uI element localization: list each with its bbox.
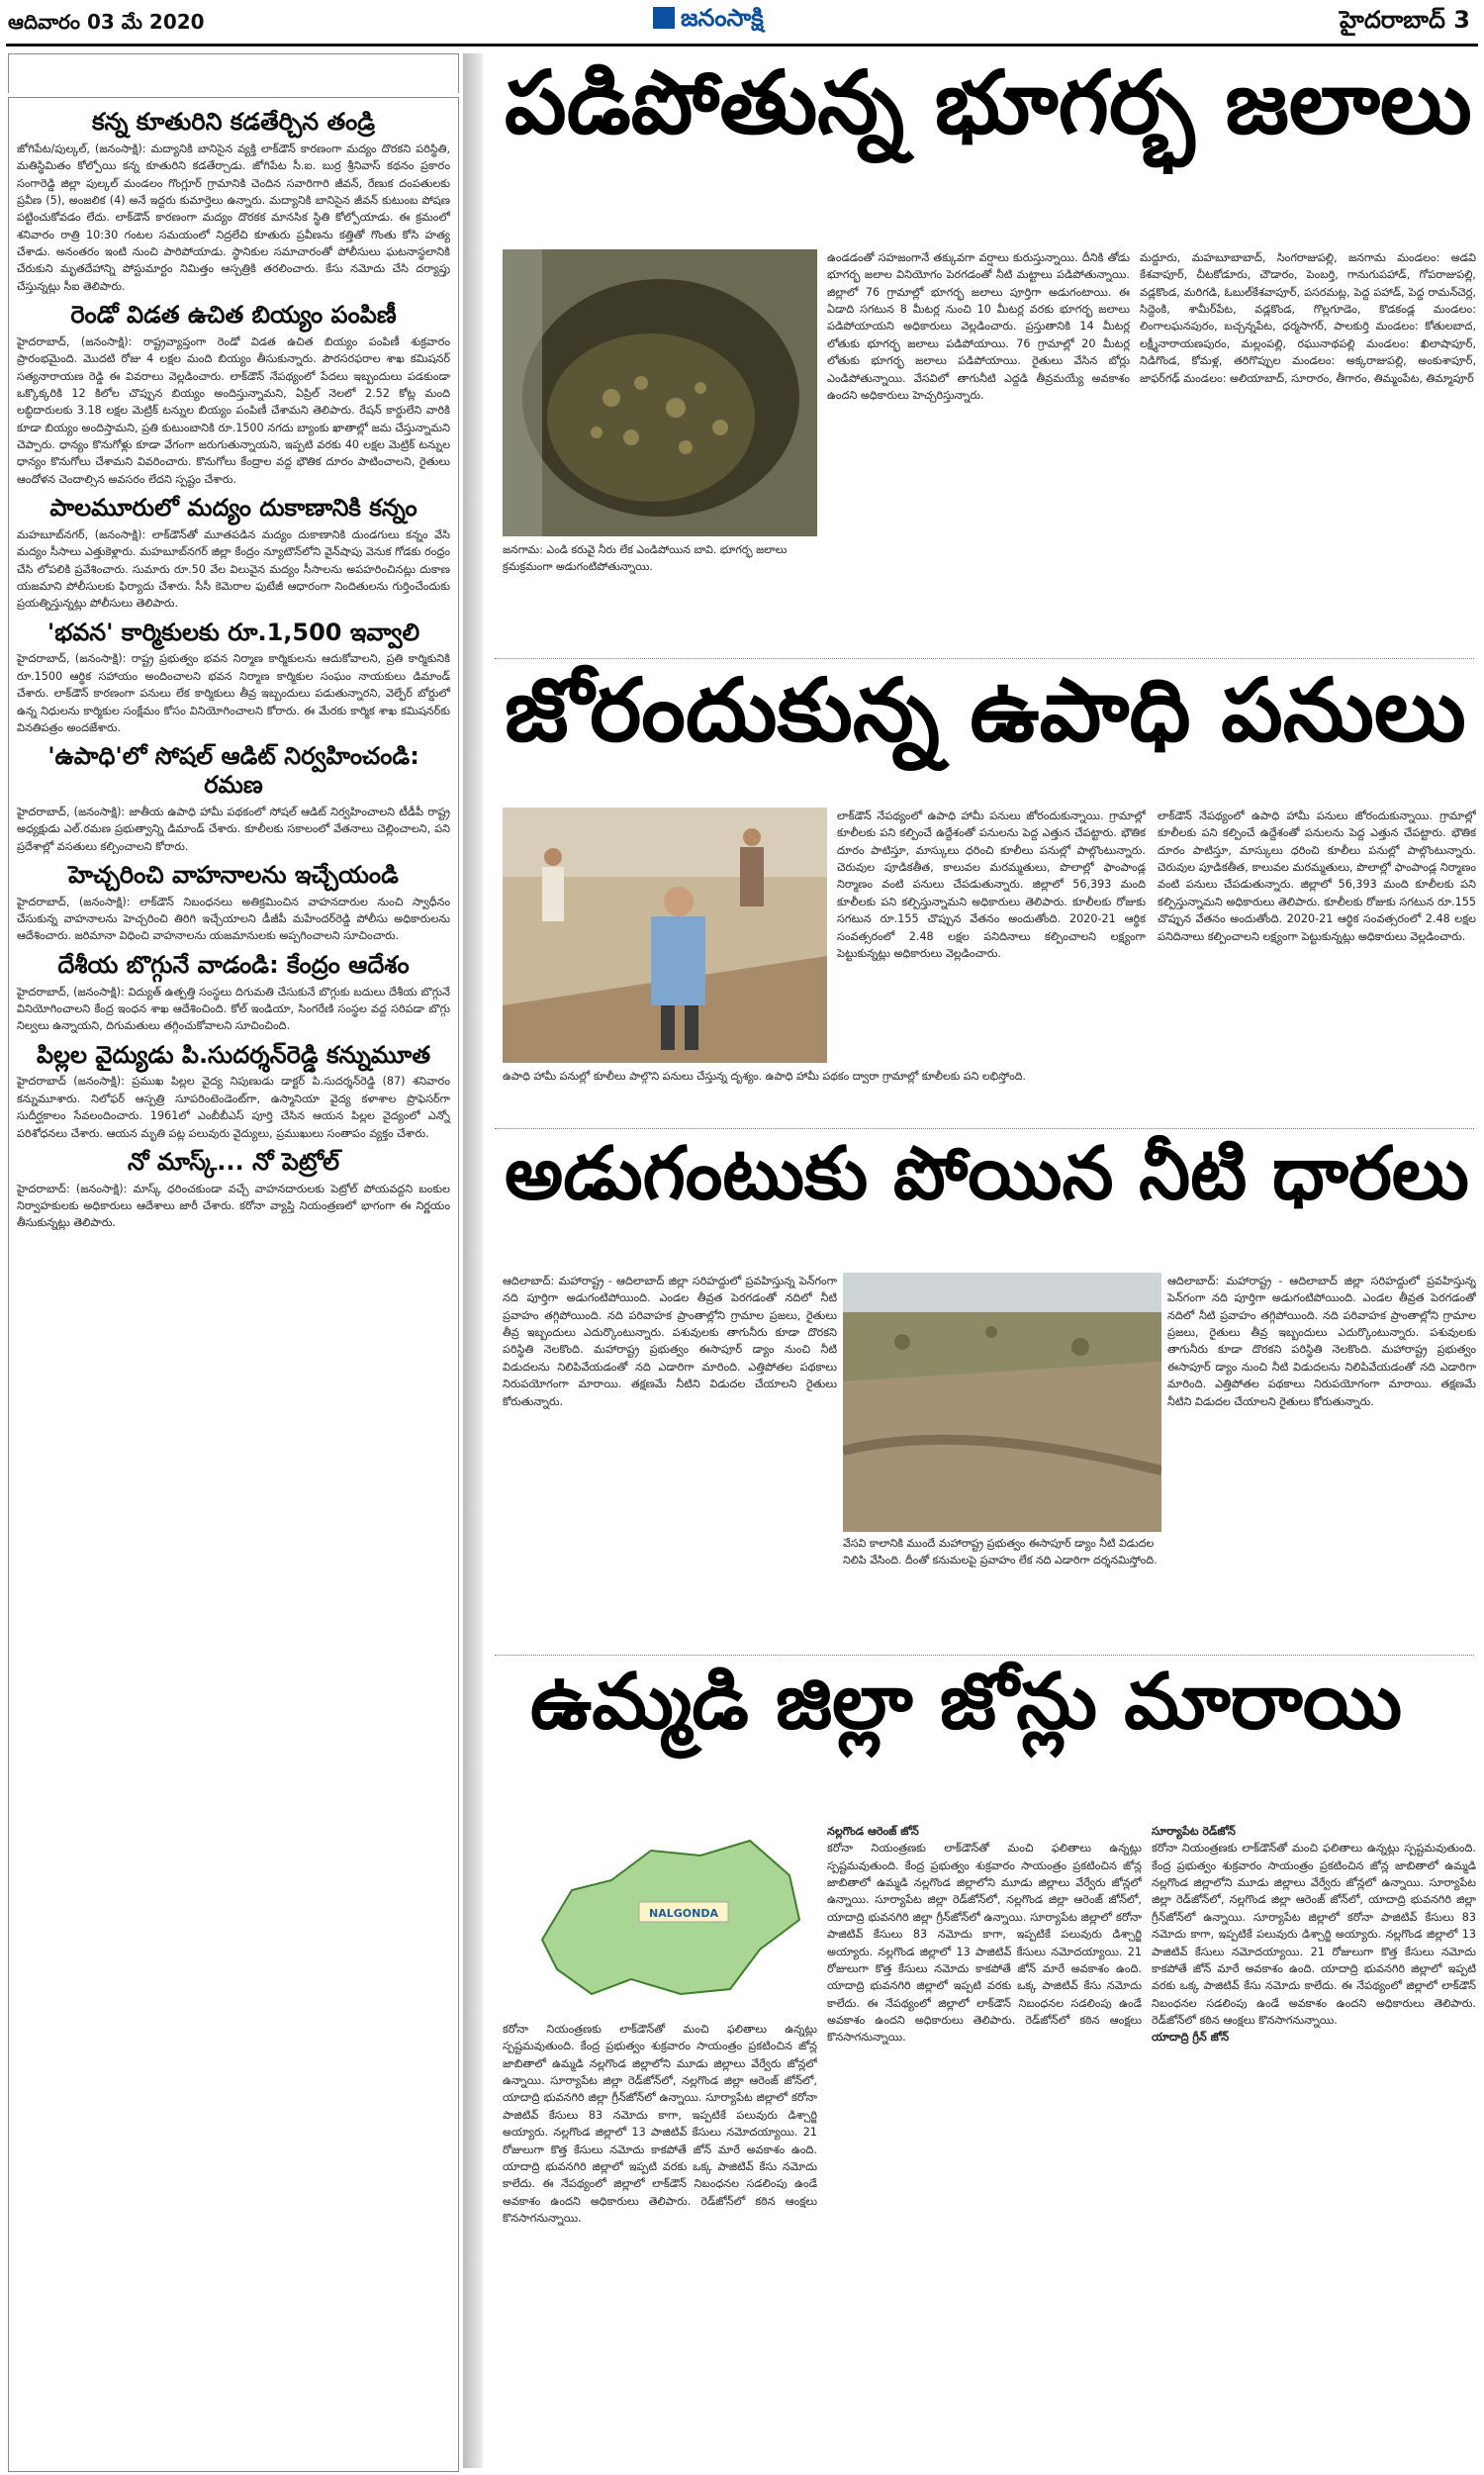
column-shadow-divider [463, 53, 483, 2468]
left-story [17, 742, 450, 855]
logo-text: జనంసాక్షి [681, 4, 764, 32]
story-body: మహబూబ్‌నగర్‌, (జనంసాక్షి): లాక్‌డౌన్‌తో మూతపడిన మద్యం దుకాణానికి దుండగులు కన్నం వేసి మద్యం సీసాలు ఎత్తుకెళ్లారు. మహబూబ్‌నగర్‌ జిల్లా కేంద్రం న్యూటౌన్‌లోని వైన్‌షాపు వెనుక గోడకు రంధ్రం చేసి లోపలికి ప్రవేశించారు. సుమారు రూ.50 వేల విలువైన మద్యం సీసాలను అపహరించినట్లు దుకాణ యజమాని పోలీసులకు ఫిర్యాదు చేశారు. సీసీ కెమెరాల ఫుటేజీ ఆధారంగా నిందితులను గుర్తించేందుకు ప్రయత్నిస్తున్నట్లు పోలీసులు తెలిపారు. [17, 527, 450, 611]
story4-body-col2 [827, 1823, 1142, 2468]
left-story [17, 619, 450, 737]
story4-subhead-green: యాదాద్రి గ్రీన్‌ జోన్‌ [1152, 2031, 1230, 2045]
story1-caption: జనగామ: ఎండి కరువై నీరు లేక ఎండిపోయిన బావి. భూగర్భ జలాలు క్రమక్రమంగా అడుగంటిపోతున్నాయి. [503, 543, 788, 573]
story3-headline: అడుగంటుకు పోయిన నీటి ధారలు [505, 1131, 1469, 1216]
story1-headline: పడిపోతున్న భూగర్భ జలాలు [505, 51, 1472, 153]
masthead-date: ఆదివారం 03 మే 2020 [8, 10, 205, 34]
separator [495, 1655, 1474, 1656]
left-story [17, 1041, 450, 1142]
story4-subhead-red: సూర్యాపేట రెడ్‌జోన్‌ [1152, 1825, 1236, 1838]
story2-body-continued [1158, 808, 1476, 1114]
newspaper-logo [653, 4, 764, 38]
story3-photo-dry-river [843, 1273, 1161, 1532]
top-rule [6, 44, 1478, 47]
left-story [17, 494, 450, 613]
story3-caption: వేసవి కాలానికి ముందే మహారాష్ట్ర ప్రభుత్వం ఈసాపూర్‌ డ్యాం నీటి విడుదల నిలిపి వేసింది. దీంతో కనుమలపై ప్రవాహం లేక నది ఎడారిగా దర్శనమిస్తోంది. [843, 1537, 1158, 1567]
story-body: హైదరాబాద్‌, (జనంసాక్షి): రాష్ట్రవ్యాప్తంగా రెండో విడత ఉచిత బియ్యం పంపిణీ శుక్రవారం ప్రారంభమైంది. మొదటి రోజు 4 లక్షల మంది బియ్యం తీసుకున్నారు. పౌరసరఫరాల శాఖ కమిషనర్‌ సత్యనారాయణ రెడ్డి ఈ వివరాలు వెల్లడించారు. లాక్‌డౌన్‌ నేపథ్యంలో పేదలు ఇబ్బందులు పడకుండా ఒక్కొక్కరికి 12 కిలోల చొప్పున బియ్యం అందిస్తున్నామని, ఏప్రిల్‌ నెలలో 2.52 కోట్ల మంది లబ్ధిదారులకు 3.18 లక్షల మెట్రిక్‌ టన్నుల బియ్యం పంపిణీ చేశామని తెలిపారు. రేషన్‌ కార్డులేని వారికి కూడా బియ్యం అందిస్తామని, ప్రతి కుటుంబానికి రూ.1500 నగదు బ్యాంకు ఖాతాల్లో జమ చేస్తున్నామని చెప్పారు. ధాన్యం కొనుగోళ్లు కూడా వేగంగా జరుగుతున్నాయని, ఇప్పటి వరకు 40 లక్షల మెట్రిక్‌ టన్నుల ధాన్యం కొనుగోలు చేశామని వివరించారు. కొనుగోలు కేంద్రాల వద్ద భౌతిక దూరం పాటించాలని, రైతులు ఆందోళన చెందాల్సిన అవసరం లేదని స్పష్టం చేశారు. [17, 334, 450, 486]
story2-body: లాక్‌డౌన్‌ నేపథ్యంలో ఉపాధి హామీ పనులు జోరందుకున్నాయి. గ్రామాల్లో కూలీలకు పని కల్పించే ఉద్దేశంతో పనులను పెద్ద ఎత్తున చేపట్టారు. భౌతిక దూరం పాటిస్తూ, మాస్కులు ధరించి కూలీలు పనుల్లో పాల్గొంటున్నారు. చెరువుల పూడికతీత, కాలువల మరమ్మతులు, పొలాల్లో ఫాంపాండ్ల నిర్మాణం వంటి పనులు చేపడుతున్నారు. జిల్లాలో 56,393 మంది కూలీలకు పని కల్పిస్తున్నామని అధికారులు తెలిపారు. కూలీలకు రోజుకు సగటున రూ.155 చొప్పున వేతనం అందుతోంది. 2020-21 ఆర్థిక సంవత్సరంలో 2.48 లక్షల పనిదినాలు కల్పించాలని లక్ష్యంగా పెట్టుకున్నట్లు అధికారులు వెల్లడించారు. [837, 809, 1146, 960]
story1-body: ఉండడంతో సహజంగానే తక్కువగా వర్షాలు కురుస్తున్నాయి. దీనికి తోడు భూగర్భ జలాల వినియోగం పెరగడంతో నీటి మట్టాలు పడిపోతున్నాయి. జిల్లాలో 76 గ్రామాల్లో భూగర్భ జలాలు పూర్తిగా అడుగంటాయి. ఈ ఏడాది సగటున 8 మీటర్ల నుంచి 10 మీటర్ల వరకు భూగర్భ జలాలు పడిపోయాయని అధికారులు వెల్లడించారు. ప్రస్తుతానికి 14 మీటర్ల లోతుకు భూగర్భ జలాలు పడిపోయాయి. 76 గ్రామాల్లో 20 మీటర్ల లోతుకు భూగర్భ జలాలు పడిపోయాయి. రైతులు వేసిన బోర్లు ఎండిపోతున్నాయి. వేసవిలో తాగునీటి ఎద్దడి తీవ్రమయ్యే అవకాశం ఉందని అధికారులు హెచ్చరిస్తున్నారు. [827, 251, 1130, 402]
story4-body-repeat-3: కరోనా నియంత్రణకు లాక్‌డౌన్‌తో మంచి ఫలితాలు ఉన్నట్లు స్పష్టమవుతుంది. కేంద్ర ప్రభుత్వం శుక్రవారం సాయంత్రం ప్రకటించిన జోన్ల జాబితాలో ఉమ్మడి నల్లగొండ జిల్లాలోని మూడు జిల్లాలు వేర్వేరు జోన్లలో ఉన్నాయి. సూర్యాపేట జిల్లా రెడ్‌జోన్‌లో, నల్లగొండ జిల్లా ఆరెంజ్‌ జోన్‌లో, యాదాద్రి భువనగిరి జిల్లా గ్రీన్‌జోన్‌లో ఉన్నాయి. సూర్యాపేట జిల్లాలో కరోనా పాజిటివ్‌ కేసులు 83 నమోదు కాగా, ఇప్పటికే పలువురు డిశ్చార్జి అయ్యారు. నల్లగొండ జిల్లాలో 13 పాజిటివ్‌ కేసులు నమోదయ్యాయి. 21 రోజులుగా కొత్త కేసులు నమోదు కాకపోతే జోన్‌ మారే అవకాశం ఉంది. యాదాద్రి భువనగిరి జిల్లాలో ఇప్పటి వరకు ఒక్క పాజిటివ్‌ కేసు నమోదు కాలేదు. ఈ నేపథ్యంలో జిల్లాలో లాక్‌డౌన్‌ నిబంధనల సడలింపు ఉండే అవకాశం ఉందని అధికారులు తెలిపారు. రెడ్‌జోన్‌లో కఠిన ఆంక్షలు కొనసాగనున్నాయి. [1152, 1842, 1476, 2027]
left-story [17, 108, 450, 295]
story-body: హైదరాబాద్‌: (జనంసాక్షి): మాస్క్‌ ధరించకుండా వచ్చే వాహనదారులకు పెట్రోల్‌ పోయవద్దని బంకుల నిర్వాహకులకు అధికారులు ఆదేశాలు జారీ చేశారు. కరోనా వ్యాప్తి నియంత్రణలో భాగంగా ఈ నిర్ణయం తీసుకున్నట్లు తెలిపారు. [17, 1182, 450, 1230]
left-story [17, 1148, 450, 1232]
left-news-column [8, 97, 459, 2472]
masthead-city-page [1340, 6, 1470, 40]
story2-body-repeat: లాక్‌డౌన్‌ నేపథ్యంలో ఉపాధి హామీ పనులు జోరందుకున్నాయి. గ్రామాల్లో కూలీలకు పని కల్పించే ఉద్దేశంతో పనులను పెద్ద ఎత్తున చేపట్టారు. భౌతిక దూరం పాటిస్తూ, మాస్కులు ధరించి కూలీలు పనుల్లో పాల్గొంటున్నారు. చెరువుల పూడికతీత, కాలువల మరమ్మతులు, పొలాల్లో ఫాంపాండ్ల నిర్మాణం వంటి పనులు చేపడుతున్నారు. జిల్లాలో 56,393 మంది కూలీలకు పని కల్పిస్తున్నామని అధికారులు తెలిపారు. కూలీలకు రోజుకు సగటున రూ.155 చొప్పున వేతనం అందుతోంది. 2020-21 ఆర్థిక సంవత్సరంలో 2.48 లక్షల పనిదినాలు కల్పించాలని లక్ష్యంగా పెట్టుకున్నట్లు అధికారులు వెల్లడించారు. [1158, 809, 1476, 943]
story2-headline: జోరందుకున్న ఉపాధి పనులు [505, 659, 1466, 761]
story2-caption: ఉపాధి హామీ పనుల్లో కూలీలు పాల్గొని పనులు చేస్తున్న దృశ్యం. ఉపాధి హామీ పథకం ద్వారా గ్రామాల్లో కూలీలకు పని లభిస్తోంది. [503, 1070, 1027, 1083]
story4-body-repeat-2: కరోనా నియంత్రణకు లాక్‌డౌన్‌తో మంచి ఫలితాలు ఉన్నట్లు స్పష్టమవుతుంది. కేంద్ర ప్రభుత్వం శుక్రవారం సాయంత్రం ప్రకటించిన జోన్ల జాబితాలో ఉమ్మడి నల్లగొండ జిల్లాలోని మూడు జిల్లాలు వేర్వేరు జోన్లలో ఉన్నాయి. సూర్యాపేట జిల్లా రెడ్‌జోన్‌లో, నల్లగొండ జిల్లా ఆరెంజ్‌ జోన్‌లో, యాదాద్రి భువనగిరి జిల్లా గ్రీన్‌జోన్‌లో ఉన్నాయి. సూర్యాపేట జిల్లాలో కరోనా పాజిటివ్‌ కేసులు 83 నమోదు కాగా, ఇప్పటికే పలువురు డిశ్చార్జి అయ్యారు. నల్లగొండ జిల్లాలో 13 పాజిటివ్‌ కేసులు నమోదయ్యాయి. 21 రోజులుగా కొత్త కేసులు నమోదు కాకపోతే జోన్‌ మారే అవకాశం ఉంది. యాదాద్రి భువనగిరి జిల్లాలో ఇప్పటి వరకు ఒక్క పాజిటివ్‌ కేసు నమోదు కాలేదు. ఈ నేపథ్యంలో జిల్లాలో లాక్‌డౌన్‌ నిబంధనల సడలింపు ఉండే అవకాశం ఉందని అధికారులు తెలిపారు. రెడ్‌జోన్‌లో కఠిన ఆంక్షలు కొనసాగనున్నాయి. [827, 1842, 1142, 2045]
story-title: హెచ్చరించి వాహనాలను ఇచ్చేయండి [68, 860, 399, 889]
story3-body: ఆదిలాబాద్‌: మహారాష్ట్ర - ఆదిలాబాద్‌ జిల్లా సరిహద్దులో ప్రవహిస్తున్న పెన్‌గంగా నది పూర్తిగా అడుగంటిపోయింది. ఎండల తీవ్రత పెరగడంతో నదిలో నీటి ప్రవాహం తగ్గిపోయింది. నది పరివాహక ప్రాంతాల్లోని గ్రామాల ప్రజలు, రైతులు తీవ్ర ఇబ్బందులు ఎదుర్కొంటున్నారు. పశువులకు తాగునీరు కూడా దొరకని పరిస్థితి నెలకొంది. మహారాష్ట్ర ప్రభుత్వం ఈసాపూర్‌ డ్యాం నుంచి నీటి విడుదలను నిలిపివేయడంతో నది ఎడారిగా మారింది. ఎత్తిపోతల పథకాలు నిరుపయోగంగా మారాయి. తక్షణమే నీటిని విడుదల చేయాలని రైతులు కోరుతున్నారు. [503, 1275, 837, 1408]
logo-icon [653, 7, 675, 29]
map-label: NALGONDA [649, 1907, 718, 1920]
left-story [17, 301, 450, 488]
story1-village-list: మద్దూరు, మహబూబాబాద్‌, సింగరాజుపల్లి, జనగామ మండలం: అడవి కేశవాపూర్‌, చీటకోడూరు, చౌడారం, పెంబర్తి, గానుగుపహాడ్‌, గోపరాజుపల్లి, వడ్లకొండ, మరిగడి, ఓబుల్‌కేశవాపూర్‌, పసరమట్ల, పెద్ద పహాడ్‌, పెద్ద రామన్‌చెర్ల, సిద్దెంకి, శామీర్‌పేట, వడ్లకొండ, గొల్లగూడెం, కొడకండ్ల మండలం: లింగాలఘనపురం, బచ్చన్నపేట, ధర్మసాగర్‌, పాలకుర్తి మండలం: కోతులబాద, లక్ష్మీనారాయణపురం, మల్లంపల్లి, రఘునాథపల్లి మండలం: ఖిలాషాపూర్‌, నిడిగొండ, కోమళ్ల, తరిగొప్పుల మండలం: అక్కరాజుపల్లి, అంకుశాపూర్‌, జాఫర్‌గఢ్‌ మండలం: అలియాబాద్‌, సూరారం, తీగారం, తిమ్మంపేట, తిమ్మాపూర్‌ [1140, 251, 1476, 385]
story-body: హైదరాబాద్‌ (జనంసాక్షి): ప్రముఖ పిల్లల వైద్య నిపుణుడు డాక్టర్‌ పి.సుదర్శన్‌రెడ్డి (87) శనివారం కన్నుమూశారు. నిలోఫర్‌ ఆస్పత్రి సూపరింటెండెంట్‌గా, ఉస్మానియా వైద్య కళాశాల ప్రొఫెసర్‌గా సుదీర్ఘకాలం సేవలందించారు. 1961లో ఎంబీబీఎస్‌ పూర్తి చేసిన ఆయన పిల్లల వైద్యంలో ఎన్నో పరిశోధనలు చేశారు. ఆయన మృతి పట్ల పలువురు వైద్యులు, ప్రముఖులు సంతాపం వ్యక్తం చేశారు. [17, 1075, 450, 1140]
story4-subhead-orange: నల్లగొండ ఆరెంజ్‌ జోన్‌ [827, 1825, 919, 1838]
story3-body-continued [1167, 1273, 1476, 1649]
story-body: హైదరాబాద్‌, (జనంసాక్షి): రాష్ట్ర ప్రభుత్వం భవన నిర్మాణ కార్మికులను ఆదుకోవాలని, ప్రతి కార్మికునికి రూ.1500 ఆర్థిక సహాయం అందించాలని భవన నిర్మాణ కార్మికుల సంఘం నాయకులు డిమాండ్‌ చేశారు. లాక్‌డౌన్‌ కారణంగా పనులు లేక కార్మికులు తీవ్ర ఇబ్బందులు పడుతున్నారని, వెల్ఫేర్‌ బోర్డులో ఉన్న నిధులను కార్మికుల సంక్షేమం కోసం వినియోగించాలని కోరారు. ఈ మేరకు కార్మిక శాఖ కమిషనర్‌కు వినతిపత్రం అందజేశారు. [17, 652, 450, 734]
story-title: పాలమూరులో మద్యం దుకాణానికి కన్నం [49, 494, 417, 523]
story-body: జోగిపేట/పుల్కల్‌, (జనంసాక్షి): మద్యానికి బానిసైన వ్యక్తి లాక్‌డౌన్‌ కారణంగా మద్యం దొరకని పరిస్థితి, మతిస్థిమితం కోల్పోయి కన్న కూతురిని కడతేర్చాడు. జోగిపేట సీ.ఐ. బుర్ర శ్రీనివాస్‌ కథనం ప్రకారం సంగారెడ్డి జిల్లా పుల్కల్‌ మండలం గొంగ్లూర్‌ గ్రామానికి చెందిన సవారిగారి జీవన్‌, రేణుక దంపతులకు ప్రవీణ (5), అంజలిక (4) అనే ఇద్దరు కుమార్తెలు ఉన్నారు. మద్యానికి బానిసైన జీవన్‌ కుటుంబ పోషణ పట్టించుకోవడం లేదు. లాక్‌డౌన్‌ కారణంగా మద్యం దొరకక మానసిక స్థితి కోల్పోయాడు. ఈ క్రమంలో శనివారం రాత్రి 10:30 గంటల సమయంలో నిద్రలేచి కూతురు ప్రవీణను కత్తితో గొంతు కోసి హత్య చేశాడు. అనంతరం ఇంటి నుంచి పారిపోయాడు. స్థానికుల సమాచారంతో పోలీసులు ఘటనాస్థలానికి చేరుకుని మృతదేహాన్ని పోస్టుమార్టం నిమిత్తం ఆస్పత్రికి తరలించారు. కేసు నమోదు చేసి దర్యాప్తు చేస్తున్నట్లు సీఐ తెలిపారు. [17, 142, 450, 293]
story2-photo-workers [503, 808, 827, 1063]
separator [495, 1128, 1474, 1129]
story4-body [503, 2021, 817, 2468]
story4-body-text: కరోనా నియంత్రణకు లాక్‌డౌన్‌తో మంచి ఫలితాలు ఉన్నట్లు స్పష్టమవుతుంది. కేంద్ర ప్రభుత్వం శుక్రవారం సాయంత్రం ప్రకటించిన జోన్ల జాబితాలో ఉమ్మడి నల్లగొండ జిల్లాలోని మూడు జిల్లాలు వేర్వేరు జోన్లలో ఉన్నాయి. సూర్యాపేట జిల్లా రెడ్‌జోన్‌లో, నల్లగొండ జిల్లా ఆరెంజ్‌ జోన్‌లో, యాదాద్రి భువనగిరి జిల్లా గ్రీన్‌జోన్‌లో ఉన్నాయి. సూర్యాపేట జిల్లాలో కరోనా పాజిటివ్‌ కేసులు 83 నమోదు కాగా, ఇప్పటికే పలువురు డిశ్చార్జి అయ్యారు. నల్లగొండ జిల్లాలో 13 పాజిటివ్‌ కేసులు నమోదయ్యాయి. 21 రోజులుగా కొత్త కేసులు నమోదు కాకపోతే జోన్‌ మారే అవకాశం ఉంది. యాదాద్రి భువనగిరి జిల్లాలో ఇప్పటి వరకు ఒక్క పాజిటివ్‌ కేసు నమోదు కాలేదు. ఈ నేపథ్యంలో జిల్లాలో లాక్‌డౌన్‌ నిబంధనల సడలింపు ఉండే అవకాశం ఉందని అధికారులు తెలిపారు. రెడ్‌జోన్‌లో కఠిన ఆంక్షలు కొనసాగనున్నాయి. [503, 2023, 817, 2225]
left-story [17, 951, 450, 1035]
story-title: దేశీయ బొగ్గునే వాడండి: కేంద్రం ఆదేశం [57, 950, 410, 979]
story4-district-map [503, 1821, 817, 2015]
page-number: 3 [1453, 6, 1470, 34]
story4-headline: ఉమ్మడి జిల్లా జోన్లు మారాయి [530, 1658, 1403, 1747]
story-title: కన్న కూతురిని కడతేర్చిన తండ్రి [91, 108, 376, 136]
left-column-top-border [8, 53, 459, 93]
story-title: పిల్లల వైద్యుడు పి.సుదర్శన్‌రెడ్డి కన్నుమూత [36, 1040, 431, 1069]
story1-photo-well [503, 249, 817, 536]
left-story [17, 861, 450, 945]
story-title: 'భవన' కార్మికులకు రూ.1,500 ఇవ్వాలి [46, 618, 420, 646]
story-body: హైదరాబాద్‌, (జనంసాక్షి): విద్యుత్‌ ఉత్పత్తి సంస్థలు దిగుమతి చేసుకునే బొగ్గుకు బదులు దేశీయ బొగ్గునే వినియోగించాలని కేంద్ర ఇంధన శాఖ ఆదేశించింది. కోల్‌ ఇండియా, సింగరేణి సంస్థల వద్ద సరిపడా బొగ్గు నిల్వలు ఉన్నాయని, దిగుమతులు తగ్గించుకోవాలని సూచించింది. [17, 985, 450, 1033]
story-title: 'ఉపాధి'లో సోషల్‌ ఆడిట్‌ నిర్వహించండి: రమణ [47, 742, 419, 800]
story-body: హైదరాబాద్‌, (జనంసాక్షి): జాతీయ ఉపాధి హామీ పథకంలో సోషల్‌ ఆడిట్‌ నిర్వహించాలని టీడీపీ రాష్ట్ర అధ్యక్షుడు ఎల్‌.రమణ ప్రభుత్వాన్ని డిమాండ్‌ చేశారు. కూలీలకు సకాలంలో వేతనాలు చెల్లించాలని, పని ప్రదేశాల్లో వసతులు కల్పించాలని కోరారు. [17, 805, 450, 853]
story-body: హైదరాబాద్‌, (జనంసాక్షి): లాక్‌డౌన్‌ నిబంధనలు అతిక్రమించిన వాహనదారుల నుంచి స్వాధీనం చేసుకున్న వాహనాలను హెచ్చరించి తిరిగి ఇచ్చేయాలని డీజీపీ మహేందర్‌రెడ్డి పోలీసు అధికారులను ఆదేశించారు. జరిమానా విధించి వాహనాలను యజమానులకు అప్పగించాలని సూచించారు. [17, 895, 450, 943]
story-title: నో మాస్క్‌... నో పెట్రోల్‌ [127, 1147, 340, 1176]
masthead-city: హైదరాబాద్ [1340, 6, 1445, 34]
story-title: రెండో విడత ఉచిత బియ్యం పంపిణీ [70, 301, 397, 330]
story3-body-repeat: ఆదిలాబాద్‌: మహారాష్ట్ర - ఆదిలాబాద్‌ జిల్లా సరిహద్దులో ప్రవహిస్తున్న పెన్‌గంగా నది పూర్తిగా అడుగంటిపోయింది. ఎండల తీవ్రత పెరగడంతో నదిలో నీటి ప్రవాహం తగ్గిపోయింది. నది పరివాహక ప్రాంతాల్లోని గ్రామాల ప్రజలు, రైతులు తీవ్ర ఇబ్బందులు ఎదుర్కొంటున్నారు. పశువులకు తాగునీరు కూడా దొరకని పరిస్థితి నెలకొంది. మహారాష్ట్ర ప్రభుత్వం ఈసాపూర్‌ డ్యాం నుంచి నీటి విడుదలను నిలిపివేయడంతో నది ఎడారిగా మారింది. ఎత్తిపోతల పథకాలు నిరుపయోగంగా మారాయి. తక్షణమే నీటిని విడుదల చేయాలని రైతులు కోరుతున్నారు. [1167, 1275, 1476, 1408]
story4-body-col3 [1152, 1823, 1476, 2468]
